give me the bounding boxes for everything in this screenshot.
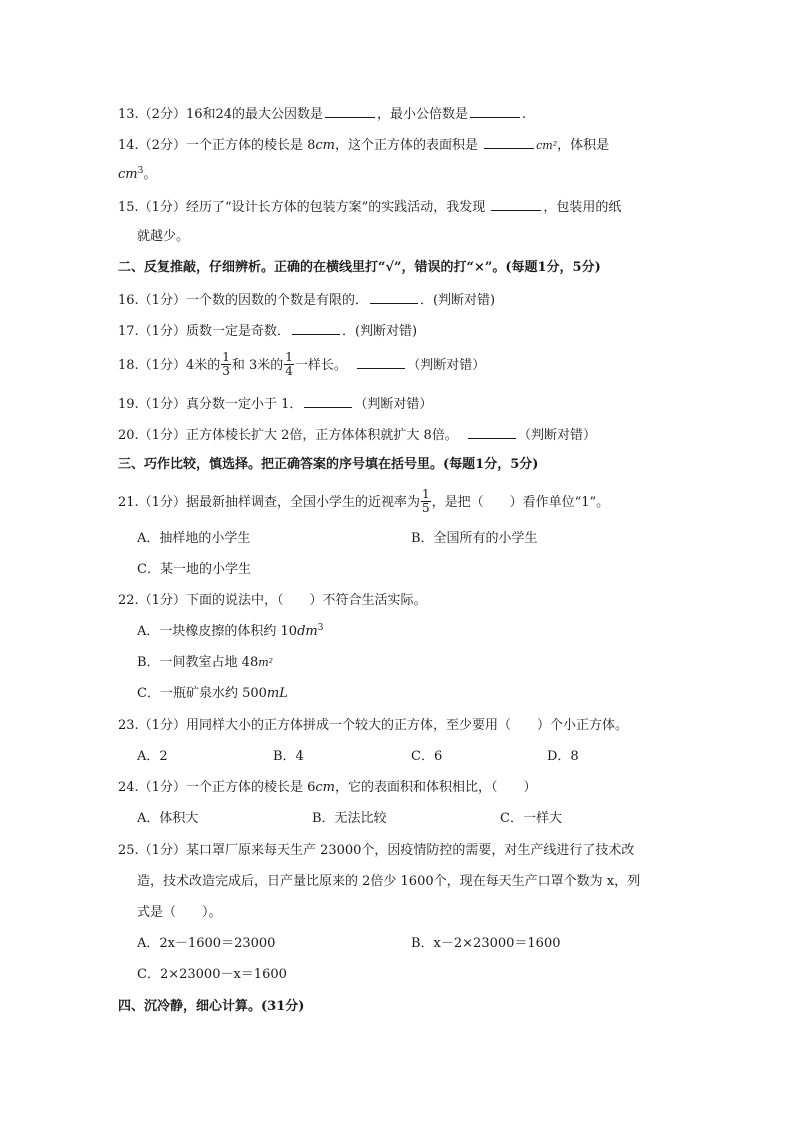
q22-a-unit: dm — [297, 624, 318, 639]
q21-fraction — [421, 488, 431, 515]
question-16 — [118, 290, 495, 310]
question-15 — [118, 197, 621, 217]
q16-suffix: ．(判断对错) — [419, 293, 496, 308]
section-2-title: 二、反复推敲，仔细辨析。正确的在横线里打“√”，错误的打“×”。(每题1分，5分) — [118, 260, 601, 275]
q24-option-c[interactable]: C．一样大 — [500, 811, 562, 826]
q14-text-3: ，体积是 — [557, 138, 610, 153]
q22-option-a[interactable] — [137, 623, 323, 641]
q16-text: 16.（1分）一个数的因数的个数是有限的． — [118, 293, 368, 308]
q21-text: 21.（1分）据最新抽样调查，全国小学生的近视率为 — [118, 495, 420, 510]
q20-text: 20.（1分）正方体棱长扩大 2倍，正方体体积就扩大 8倍。 — [118, 428, 458, 443]
q22-c-text: C．一瓶矿泉水约 500 — [137, 686, 267, 701]
q13-blank-2[interactable] — [470, 104, 520, 118]
q25-option-c[interactable]: C．2×23000－x＝1600 — [137, 967, 287, 982]
question-14 — [118, 135, 609, 155]
q23-option-c[interactable]: C．6 — [411, 749, 443, 764]
question-25-line-2: 造，技术改造完成后，日产量比原来的 2倍少 1600个，现在每天生产口罩个数为 x，列 — [137, 874, 641, 889]
question-24 — [118, 779, 536, 797]
q22-c-unit: mL — [266, 686, 288, 701]
question-22: 22.（1分）下面的说法中，（ ）不符合生活实际。 — [118, 593, 427, 608]
q21-option-b[interactable]: B．全国所有的小学生 — [411, 531, 538, 546]
q21-option-c[interactable]: C．某一地的小学生 — [137, 562, 251, 577]
q18-text-end: 一样长。 — [294, 358, 347, 373]
q22-a-sup: 3 — [317, 623, 324, 633]
question-21 — [118, 489, 609, 516]
q21-text-end: ，是把（ ）看作单位“1”。 — [431, 495, 610, 510]
question-13 — [118, 104, 526, 124]
question-23: 23.（1分）用同样大小的正方体拼成一个较大的正方体，至少要用（ ）个小正方体。 — [118, 718, 628, 733]
q22-b-text: B．一间教室占地 48 — [137, 655, 259, 670]
q18-fraction-2 — [284, 351, 294, 378]
question-15-line-2: 就越少。 — [137, 229, 190, 244]
q20-suffix: （判断对错） — [518, 428, 597, 443]
section-3-title: 三、巧作比较，慎选择。把正确答案的序号填在括号里。(每题1分，5分) — [118, 457, 539, 472]
q19-blank[interactable] — [304, 394, 352, 408]
q18-text: 18.（1分）4米的 — [118, 358, 221, 373]
q22-option-b[interactable] — [137, 654, 273, 672]
question-25: 25.（1分）某口罩厂原来每天生产 23000个，因疫情防控的需要，对生产线进行了技术改 — [118, 843, 635, 858]
q18-fraction-1 — [221, 351, 231, 378]
q18-f2-den: 4 — [285, 364, 293, 378]
q22-b-unit: m² — [258, 656, 274, 669]
q17-text: 17.（1分）质数一定是奇数． — [118, 324, 290, 339]
q23-option-d[interactable]: D．8 — [547, 749, 579, 764]
q14-line2-end: 。 — [143, 167, 157, 182]
q25-option-a[interactable]: A．2x－1600＝23000 — [137, 936, 276, 951]
q18-f2-num: 1 — [285, 350, 293, 364]
q16-blank[interactable] — [370, 290, 418, 304]
q14-unit-cm2: cm² — [536, 139, 558, 152]
q13-text-end: . — [522, 107, 527, 122]
q14-unit-cm: cm — [315, 138, 335, 153]
question-25-line-3: 式是（ ）。 — [137, 905, 222, 920]
q24-option-a[interactable]: A．体积大 — [137, 811, 199, 826]
q14-text: 14.（2分）一个正方体的棱长是 8 — [118, 138, 316, 153]
q24-text: 24.（1分）一个正方体的棱长是 6 — [118, 780, 316, 795]
q18-suffix: （判断对错） — [407, 358, 486, 373]
q13-text: 13.（2分）16和24的最大公因数是 — [118, 107, 324, 122]
q18-f1-den: 3 — [222, 364, 230, 378]
q13-blank-1[interactable] — [325, 104, 375, 118]
q20-blank[interactable] — [468, 425, 516, 439]
q18-text-mid: 和 3米的 — [231, 358, 284, 373]
q21-f-num: 1 — [421, 487, 430, 501]
q25-option-b[interactable]: B．x－2×23000＝1600 — [411, 936, 561, 951]
question-18 — [118, 352, 485, 379]
q21-option-a[interactable]: A．抽样地的小学生 — [137, 531, 251, 546]
q14-blank-1[interactable] — [484, 135, 534, 149]
question-14-line-2 — [118, 166, 156, 184]
q17-suffix: ．(判断对错) — [341, 324, 418, 339]
q24-unit: cm — [315, 780, 335, 795]
q22-option-c[interactable] — [137, 685, 288, 703]
q15-text-end: ，包装用的纸 — [543, 200, 622, 215]
q15-blank[interactable] — [491, 197, 541, 211]
section-4-title: 四、沉冷静，细心计算。(31分) — [118, 999, 305, 1014]
q18-blank[interactable] — [357, 355, 405, 369]
q13-text-mid: ，最小公倍数是 — [377, 107, 469, 122]
q19-suffix: （判断对错） — [354, 397, 433, 412]
q15-text: 15.（1分）经历了“设计长方体的包装方案”的实践活动，我发现 — [118, 200, 490, 215]
q23-option-b[interactable]: B．4 — [273, 749, 304, 764]
q14-text-2: ，这个正方体的表面积是 — [334, 138, 483, 153]
question-20 — [118, 425, 596, 445]
q22-a-text: A．一块橡皮擦的体积约 10 — [137, 624, 298, 639]
q14-line2-unit: cm — [118, 167, 138, 182]
q24-text-end: ，它的表面积和体积相比，（ ） — [334, 780, 537, 795]
q18-f1-num: 1 — [222, 350, 230, 364]
q19-text: 19.（1分）真分数一定小于 1． — [118, 397, 303, 412]
q14-line2-sup: 3 — [137, 166, 144, 176]
q21-f-den: 5 — [421, 501, 430, 515]
question-17 — [118, 321, 417, 341]
q17-blank[interactable] — [292, 321, 340, 335]
q23-option-a[interactable]: A．2 — [137, 749, 168, 764]
question-19 — [118, 394, 432, 414]
q24-option-b[interactable]: B．无法比较 — [312, 811, 387, 826]
